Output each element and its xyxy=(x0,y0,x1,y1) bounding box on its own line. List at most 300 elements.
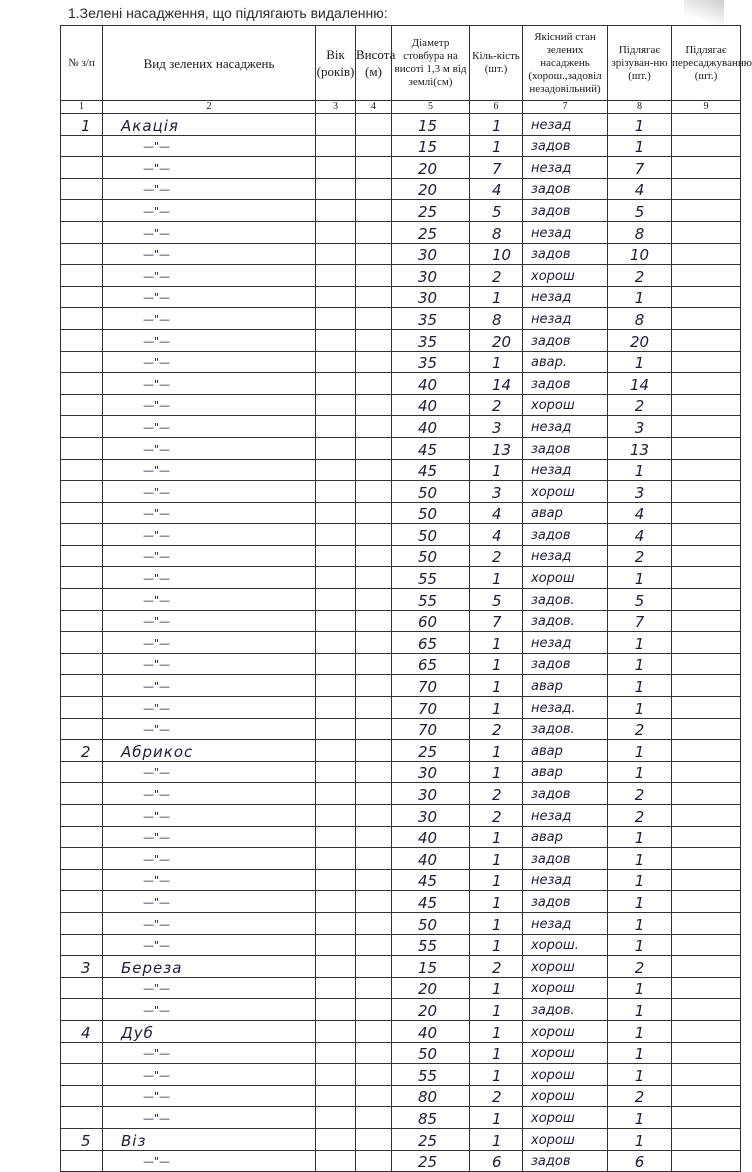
row-height xyxy=(356,437,392,459)
row-type: —"— xyxy=(103,869,316,891)
row-age xyxy=(316,1042,356,1064)
row-height xyxy=(356,265,392,287)
row-number xyxy=(61,545,103,567)
row-cut: 1 xyxy=(608,977,672,999)
row-number xyxy=(61,437,103,459)
row-condition: хорош xyxy=(523,1107,608,1129)
row-diameter: 20 xyxy=(392,977,470,999)
row-type: —"— xyxy=(103,999,316,1021)
row-diameter: 55 xyxy=(392,1064,470,1086)
row-count: 20 xyxy=(470,329,523,351)
row-cut: 2 xyxy=(608,718,672,740)
row-condition: незад xyxy=(523,805,608,827)
row-condition: хорош xyxy=(523,567,608,589)
row-age xyxy=(316,805,356,827)
row-diameter: 15 xyxy=(392,135,470,157)
row-condition: задов xyxy=(523,653,608,675)
row-type: —"— xyxy=(103,502,316,524)
row-replant xyxy=(672,329,741,351)
row-replant xyxy=(672,956,741,978)
row-count: 1 xyxy=(470,848,523,870)
row-condition: хорош xyxy=(523,1128,608,1150)
row-replant xyxy=(672,977,741,999)
row-condition: незад xyxy=(523,221,608,243)
row-replant xyxy=(672,524,741,546)
row-condition: хорош. xyxy=(523,934,608,956)
row-number xyxy=(61,351,103,373)
row-cut: 3 xyxy=(608,481,672,503)
row-replant xyxy=(672,653,741,675)
row-age xyxy=(316,416,356,438)
row-number xyxy=(61,1150,103,1172)
row-height xyxy=(356,135,392,157)
row-count: 4 xyxy=(470,524,523,546)
row-count: 1 xyxy=(470,740,523,762)
row-condition: задов xyxy=(523,783,608,805)
row-type: —"— xyxy=(103,221,316,243)
row-count: 8 xyxy=(470,308,523,330)
row-replant xyxy=(672,459,741,481)
row-diameter: 25 xyxy=(392,740,470,762)
row-condition: хорош xyxy=(523,1042,608,1064)
table-row xyxy=(61,1085,741,1107)
row-count: 1 xyxy=(470,675,523,697)
row-age xyxy=(316,1128,356,1150)
table-row xyxy=(61,977,741,999)
row-height xyxy=(356,718,392,740)
row-height xyxy=(356,977,392,999)
row-age xyxy=(316,783,356,805)
row-diameter: 30 xyxy=(392,783,470,805)
row-type: —"— xyxy=(103,653,316,675)
row-height xyxy=(356,157,392,179)
row-age xyxy=(316,697,356,719)
row-height xyxy=(356,934,392,956)
row-type: —"— xyxy=(103,567,316,589)
row-cut: 1 xyxy=(608,848,672,870)
row-count: 8 xyxy=(470,221,523,243)
row-height xyxy=(356,502,392,524)
row-count: 13 xyxy=(470,437,523,459)
row-diameter: 55 xyxy=(392,567,470,589)
row-cut: 1 xyxy=(608,869,672,891)
row-condition: хорош xyxy=(523,1020,608,1042)
row-replant xyxy=(672,1085,741,1107)
row-diameter: 70 xyxy=(392,718,470,740)
row-diameter: 30 xyxy=(392,265,470,287)
row-count: 5 xyxy=(470,200,523,222)
row-number xyxy=(61,178,103,200)
row-replant xyxy=(672,891,741,913)
row-age xyxy=(316,675,356,697)
row-replant xyxy=(672,135,741,157)
row-replant xyxy=(672,308,741,330)
row-count: 1 xyxy=(470,761,523,783)
row-type: —"— xyxy=(103,826,316,848)
row-diameter: 50 xyxy=(392,545,470,567)
table-row xyxy=(61,373,741,395)
table-row xyxy=(61,653,741,675)
row-condition: авар xyxy=(523,761,608,783)
column-number: 3 xyxy=(316,101,356,114)
row-number xyxy=(61,632,103,654)
row-type: —"— xyxy=(103,265,316,287)
row-diameter: 55 xyxy=(392,934,470,956)
row-count: 1 xyxy=(470,351,523,373)
row-age xyxy=(316,934,356,956)
row-diameter: 50 xyxy=(392,912,470,934)
row-height xyxy=(356,1064,392,1086)
row-type: —"— xyxy=(103,805,316,827)
row-type: —"— xyxy=(103,308,316,330)
row-condition: задов xyxy=(523,524,608,546)
row-condition: задов xyxy=(523,848,608,870)
row-cut: 1 xyxy=(608,1107,672,1129)
header-cut: Підлягає зрізуван-ню (шт.) xyxy=(608,26,672,101)
table-row xyxy=(61,351,741,373)
row-count: 4 xyxy=(470,502,523,524)
row-type: —"— xyxy=(103,632,316,654)
table-row xyxy=(61,243,741,265)
row-type: —"— xyxy=(103,891,316,913)
row-replant xyxy=(672,783,741,805)
row-type: —"— xyxy=(103,675,316,697)
row-number xyxy=(61,653,103,675)
row-cut: 8 xyxy=(608,221,672,243)
row-type: —"— xyxy=(103,783,316,805)
row-replant xyxy=(672,1128,741,1150)
table-row xyxy=(61,869,741,891)
row-age xyxy=(316,114,356,136)
row-age xyxy=(316,761,356,783)
table-row xyxy=(61,934,741,956)
row-age xyxy=(316,459,356,481)
row-cut: 1 xyxy=(608,1042,672,1064)
row-type: —"— xyxy=(103,1150,316,1172)
row-type: Віз xyxy=(103,1128,316,1150)
row-number xyxy=(61,308,103,330)
row-height xyxy=(356,329,392,351)
row-replant xyxy=(672,934,741,956)
row-replant xyxy=(672,1107,741,1129)
row-cut: 1 xyxy=(608,1064,672,1086)
table-row xyxy=(61,826,741,848)
row-height xyxy=(356,545,392,567)
row-diameter: 65 xyxy=(392,653,470,675)
row-count: 1 xyxy=(470,135,523,157)
row-count: 3 xyxy=(470,416,523,438)
row-age xyxy=(316,891,356,913)
row-number xyxy=(61,1064,103,1086)
row-number xyxy=(61,761,103,783)
row-number xyxy=(61,329,103,351)
row-diameter: 40 xyxy=(392,394,470,416)
row-age xyxy=(316,308,356,330)
row-condition: незад xyxy=(523,632,608,654)
row-type: —"— xyxy=(103,934,316,956)
row-number xyxy=(61,221,103,243)
row-number xyxy=(61,977,103,999)
row-height xyxy=(356,869,392,891)
row-cut: 1 xyxy=(608,351,672,373)
row-height xyxy=(356,891,392,913)
row-diameter: 40 xyxy=(392,416,470,438)
row-number: 5 xyxy=(61,1128,103,1150)
row-age xyxy=(316,1150,356,1172)
row-cut: 7 xyxy=(608,157,672,179)
table-row xyxy=(61,1128,741,1150)
row-condition: задов xyxy=(523,178,608,200)
row-height xyxy=(356,956,392,978)
row-type: —"— xyxy=(103,243,316,265)
row-cut: 2 xyxy=(608,394,672,416)
row-age xyxy=(316,1085,356,1107)
row-age xyxy=(316,912,356,934)
row-replant xyxy=(672,589,741,611)
row-condition: незад xyxy=(523,157,608,179)
row-age xyxy=(316,200,356,222)
table-row xyxy=(61,437,741,459)
row-replant xyxy=(672,265,741,287)
row-condition: задов xyxy=(523,373,608,395)
table-row xyxy=(61,610,741,632)
table-row xyxy=(61,1150,741,1172)
row-type: —"— xyxy=(103,135,316,157)
row-replant xyxy=(672,740,741,762)
row-number xyxy=(61,157,103,179)
row-age xyxy=(316,178,356,200)
row-number xyxy=(61,697,103,719)
row-height xyxy=(356,351,392,373)
row-replant xyxy=(672,545,741,567)
row-type: —"— xyxy=(103,718,316,740)
row-type: —"— xyxy=(103,1042,316,1064)
row-type: —"— xyxy=(103,697,316,719)
header-type: Вид зелених насаджень xyxy=(103,26,316,101)
table-row xyxy=(61,135,741,157)
row-replant xyxy=(672,221,741,243)
row-diameter: 15 xyxy=(392,114,470,136)
row-count: 1 xyxy=(470,632,523,654)
header-count: Кіль-кість (шт.) xyxy=(470,26,523,101)
row-count: 2 xyxy=(470,545,523,567)
row-replant xyxy=(672,351,741,373)
row-condition: задов xyxy=(523,243,608,265)
row-height xyxy=(356,459,392,481)
row-number xyxy=(61,373,103,395)
row-cut: 1 xyxy=(608,1020,672,1042)
row-replant xyxy=(672,675,741,697)
row-diameter: 25 xyxy=(392,200,470,222)
row-age xyxy=(316,157,356,179)
table-row xyxy=(61,221,741,243)
row-count: 14 xyxy=(470,373,523,395)
row-type: —"— xyxy=(103,1085,316,1107)
row-condition: незад xyxy=(523,308,608,330)
row-replant xyxy=(672,697,741,719)
row-condition: незад xyxy=(523,114,608,136)
row-replant xyxy=(672,437,741,459)
row-diameter: 30 xyxy=(392,286,470,308)
row-cut: 20 xyxy=(608,329,672,351)
row-number xyxy=(61,999,103,1021)
row-height xyxy=(356,999,392,1021)
row-type: —"— xyxy=(103,589,316,611)
header-height: Висота (м) xyxy=(356,26,392,101)
table-row xyxy=(61,761,741,783)
row-replant xyxy=(672,567,741,589)
row-cut: 13 xyxy=(608,437,672,459)
row-count: 6 xyxy=(470,1150,523,1172)
row-cut: 5 xyxy=(608,200,672,222)
row-diameter: 20 xyxy=(392,178,470,200)
row-age xyxy=(316,394,356,416)
row-cut: 7 xyxy=(608,610,672,632)
row-type: —"— xyxy=(103,912,316,934)
table-body xyxy=(61,114,741,1172)
row-height xyxy=(356,394,392,416)
row-condition: хорош xyxy=(523,1085,608,1107)
row-age xyxy=(316,848,356,870)
row-condition: незад xyxy=(523,416,608,438)
row-replant xyxy=(672,157,741,179)
row-condition: задов xyxy=(523,329,608,351)
row-diameter: 25 xyxy=(392,1150,470,1172)
row-condition: задов xyxy=(523,1150,608,1172)
row-count: 2 xyxy=(470,1085,523,1107)
row-height xyxy=(356,373,392,395)
row-replant xyxy=(672,761,741,783)
row-condition: незад xyxy=(523,912,608,934)
row-cut: 2 xyxy=(608,956,672,978)
row-diameter: 50 xyxy=(392,502,470,524)
row-condition: хорош xyxy=(523,1064,608,1086)
row-age xyxy=(316,481,356,503)
row-age xyxy=(316,243,356,265)
row-diameter: 40 xyxy=(392,373,470,395)
row-replant xyxy=(672,502,741,524)
row-number xyxy=(61,1107,103,1129)
table-row xyxy=(61,1064,741,1086)
row-type: Абрикос xyxy=(103,740,316,762)
row-type: —"— xyxy=(103,459,316,481)
row-number xyxy=(61,416,103,438)
row-height xyxy=(356,308,392,330)
row-age xyxy=(316,869,356,891)
row-count: 10 xyxy=(470,243,523,265)
row-count: 1 xyxy=(470,934,523,956)
row-cut: 1 xyxy=(608,675,672,697)
row-count: 1 xyxy=(470,1020,523,1042)
row-diameter: 40 xyxy=(392,848,470,870)
row-age xyxy=(316,956,356,978)
row-diameter: 15 xyxy=(392,956,470,978)
row-condition: незад xyxy=(523,869,608,891)
row-diameter: 30 xyxy=(392,243,470,265)
row-type: —"— xyxy=(103,351,316,373)
row-age xyxy=(316,740,356,762)
table-row xyxy=(61,308,741,330)
row-condition: задов xyxy=(523,200,608,222)
row-condition: задов. xyxy=(523,718,608,740)
row-condition: хорош xyxy=(523,977,608,999)
row-diameter: 50 xyxy=(392,1042,470,1064)
row-number xyxy=(61,1042,103,1064)
table-row xyxy=(61,740,741,762)
row-cut: 10 xyxy=(608,243,672,265)
row-diameter: 45 xyxy=(392,869,470,891)
row-replant xyxy=(672,373,741,395)
row-replant xyxy=(672,286,741,308)
row-age xyxy=(316,524,356,546)
row-height xyxy=(356,1085,392,1107)
table-row xyxy=(61,200,741,222)
table-row xyxy=(61,114,741,136)
row-replant xyxy=(672,114,741,136)
row-cut: 2 xyxy=(608,1085,672,1107)
row-replant xyxy=(672,999,741,1021)
row-cut: 1 xyxy=(608,114,672,136)
row-diameter: 35 xyxy=(392,329,470,351)
table-row xyxy=(61,912,741,934)
row-cut: 1 xyxy=(608,653,672,675)
row-height xyxy=(356,697,392,719)
row-replant xyxy=(672,200,741,222)
row-cut: 1 xyxy=(608,632,672,654)
row-age xyxy=(316,221,356,243)
row-cut: 1 xyxy=(608,934,672,956)
row-height xyxy=(356,675,392,697)
row-number xyxy=(61,783,103,805)
row-count: 2 xyxy=(470,805,523,827)
row-count: 2 xyxy=(470,394,523,416)
row-age xyxy=(316,718,356,740)
row-type: —"— xyxy=(103,977,316,999)
row-height xyxy=(356,632,392,654)
row-diameter: 55 xyxy=(392,589,470,611)
row-replant xyxy=(672,826,741,848)
row-type: —"— xyxy=(103,437,316,459)
row-diameter: 80 xyxy=(392,1085,470,1107)
row-cut: 8 xyxy=(608,308,672,330)
row-condition: хорош xyxy=(523,394,608,416)
row-number xyxy=(61,481,103,503)
row-count: 1 xyxy=(470,567,523,589)
row-replant xyxy=(672,243,741,265)
row-height xyxy=(356,805,392,827)
table-row xyxy=(61,848,741,870)
row-height xyxy=(356,783,392,805)
row-replant xyxy=(672,1020,741,1042)
row-count: 7 xyxy=(470,157,523,179)
header-age: Вік (років) xyxy=(316,26,356,101)
row-diameter: 20 xyxy=(392,999,470,1021)
row-number: 2 xyxy=(61,740,103,762)
row-diameter: 45 xyxy=(392,891,470,913)
row-diameter: 40 xyxy=(392,1020,470,1042)
row-diameter: 25 xyxy=(392,1128,470,1150)
column-number: 7 xyxy=(523,101,608,114)
row-count: 1 xyxy=(470,1128,523,1150)
row-count: 1 xyxy=(470,891,523,913)
row-replant xyxy=(672,1064,741,1086)
row-cut: 1 xyxy=(608,761,672,783)
row-age xyxy=(316,545,356,567)
row-cut: 1 xyxy=(608,459,672,481)
row-diameter: 35 xyxy=(392,351,470,373)
row-number xyxy=(61,243,103,265)
table-row xyxy=(61,178,741,200)
